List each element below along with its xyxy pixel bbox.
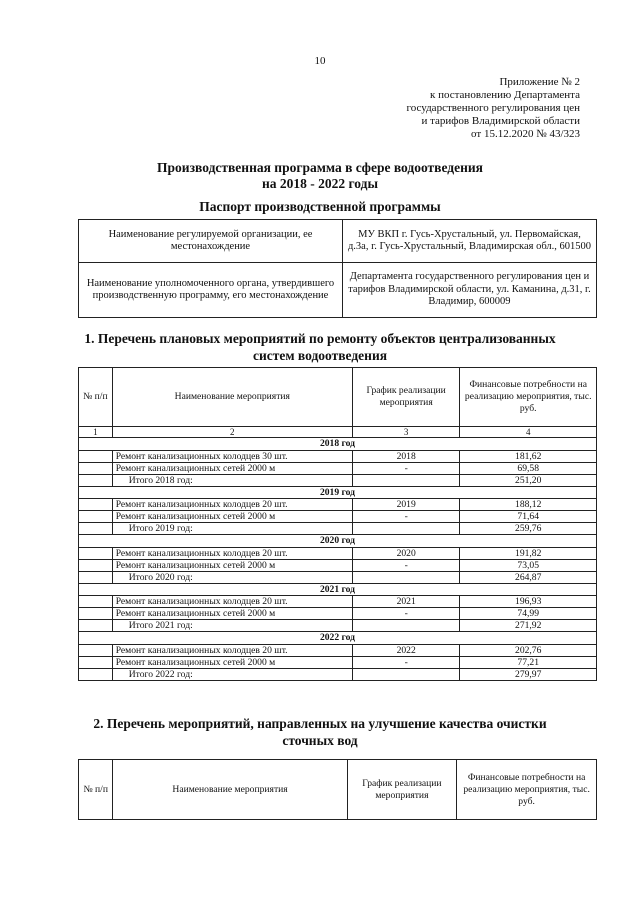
table-row	[79, 644, 597, 656]
year-row	[79, 438, 597, 451]
total-row	[79, 668, 597, 680]
section2-title-line: сточных вод	[282, 733, 358, 748]
table-row	[79, 608, 597, 620]
total-label: Итого 2020 год:	[112, 571, 352, 583]
table-row	[79, 499, 597, 511]
total-amount: 279,97	[460, 668, 597, 680]
cell-schedule: -	[352, 656, 460, 668]
year-row	[79, 535, 597, 548]
section1-title-line: систем водоотведения	[252, 348, 388, 363]
cell-name: Ремонт канализационных колодцев 30 шт.	[112, 450, 352, 462]
column-number: 3	[352, 427, 460, 438]
header-name: Наименование мероприятия	[112, 368, 352, 427]
cell-no	[79, 596, 113, 608]
annex-line: от 15.12.2020 № 43/323	[471, 128, 580, 140]
cell-amount: 202,76	[460, 644, 597, 656]
passport-row	[79, 220, 597, 263]
cell-schedule: -	[352, 608, 460, 620]
cell-amount: 188,12	[460, 499, 597, 511]
header-schedule: График реализации мероприятия	[347, 760, 457, 820]
cell-no	[79, 450, 113, 462]
cell-name: Ремонт канализационных сетей 2000 м	[112, 511, 352, 523]
cell-name: Ремонт канализационных сетей 2000 м	[112, 462, 352, 474]
annex-line: и тарифов Владимирской области	[421, 115, 580, 127]
cell-amount: 71,64	[460, 511, 597, 523]
cell-schedule	[352, 620, 460, 632]
cell-name: Ремонт канализационных колодцев 20 шт.	[112, 499, 352, 511]
cell-schedule	[352, 474, 460, 486]
table-row	[79, 511, 597, 523]
section1-title-line: 1. Перечень плановых мероприятий по ремонту объектов централизованных	[84, 331, 556, 346]
total-label: Итого 2022 год:	[112, 668, 352, 680]
table-row	[79, 596, 597, 608]
year-row	[79, 583, 597, 596]
header-no: № п/п	[79, 760, 113, 820]
header-finance: Финансовые потребности на реализацию мероприятия, тыс. руб.	[460, 368, 597, 427]
column-number: 2	[112, 427, 352, 438]
header-name: Наименование мероприятия	[113, 760, 347, 820]
cell-name: Ремонт канализационных колодцев 20 шт.	[112, 644, 352, 656]
column-number: 4	[460, 427, 597, 438]
annex-line: Приложение № 2	[499, 76, 580, 88]
document-title	[0, 160, 640, 192]
passport-label: Наименование регулируемой организации, ее местонахождение	[79, 220, 343, 263]
cell-no	[79, 668, 113, 680]
cell-amount: 181,62	[460, 450, 597, 462]
passport-value: МУ ВКП г. Гусь-Хрустальный, ул. Первомайская, д.3а, г. Гусь-Хрустальный, Владимирская обл., 601500	[343, 220, 597, 263]
year-label: 2020 год	[79, 535, 597, 548]
cell-no	[79, 644, 113, 656]
annex-line: государственного регулирования цен	[406, 102, 580, 114]
cell-no	[79, 474, 113, 486]
table-header-row	[79, 760, 597, 820]
passport-table	[78, 219, 597, 318]
year-label: 2019 год	[79, 486, 597, 499]
annex-line: к постановлению Департамента	[429, 89, 580, 101]
total-row	[79, 620, 597, 632]
year-label: 2022 год	[79, 632, 597, 645]
cell-no	[79, 571, 113, 583]
cell-schedule: 2020	[352, 547, 460, 559]
cell-amount: 196,93	[460, 596, 597, 608]
cell-schedule: -	[352, 462, 460, 474]
passport-row	[79, 263, 597, 318]
annex-block	[360, 76, 580, 141]
repair-plan-table	[78, 367, 597, 681]
header-no: № п/п	[79, 368, 113, 427]
cell-schedule	[352, 523, 460, 535]
header-schedule: График реализации мероприятия	[352, 368, 460, 427]
year-row	[79, 486, 597, 499]
cell-no	[79, 559, 113, 571]
cell-name: Ремонт канализационных колодцев 20 шт.	[112, 596, 352, 608]
total-label: Итого 2021 год:	[112, 620, 352, 632]
year-label: 2021 год	[79, 583, 597, 596]
cell-no	[79, 620, 113, 632]
total-label: Итого 2018 год:	[112, 474, 352, 486]
cell-name: Ремонт канализационных сетей 2000 м	[112, 656, 352, 668]
cell-schedule	[352, 668, 460, 680]
cell-no	[79, 499, 113, 511]
total-amount: 251,20	[460, 474, 597, 486]
table-row	[79, 559, 597, 571]
cell-schedule: 2018	[352, 450, 460, 462]
passport-value: Департамента государственного регулирования цен и тарифов Владимирской области, ул. Каманина, д.31, г. Владимир, 600009	[343, 263, 597, 318]
cell-schedule	[352, 571, 460, 583]
cell-no	[79, 511, 113, 523]
table-row	[79, 547, 597, 559]
cell-schedule: 2021	[352, 596, 460, 608]
table-row	[79, 450, 597, 462]
cell-no	[79, 462, 113, 474]
cell-no	[79, 608, 113, 620]
cell-no	[79, 547, 113, 559]
total-row	[79, 523, 597, 535]
cell-schedule: -	[352, 559, 460, 571]
cell-amount: 77,21	[460, 656, 597, 668]
cell-amount: 191,82	[460, 547, 597, 559]
cell-name: Ремонт канализационных сетей 2000 м	[112, 559, 352, 571]
passport-label: Наименование уполномоченного органа, утвердившего производственную программу, его местонахождение	[79, 263, 343, 318]
cell-name: Ремонт канализационных сетей 2000 м	[112, 608, 352, 620]
column-number-row	[79, 427, 597, 438]
total-amount: 264,87	[460, 571, 597, 583]
cell-no	[79, 656, 113, 668]
header-finance: Финансовые потребности на реализацию мероприятия, тыс. руб.	[457, 760, 597, 820]
total-amount: 259,76	[460, 523, 597, 535]
quality-measures-table	[78, 759, 597, 820]
total-row	[79, 571, 597, 583]
passport-title: Паспорт производственной программы	[199, 199, 441, 214]
cell-amount: 73,05	[460, 559, 597, 571]
cell-schedule: 2019	[352, 499, 460, 511]
table-row	[79, 462, 597, 474]
year-row	[79, 632, 597, 645]
cell-schedule: 2022	[352, 644, 460, 656]
section2-title	[0, 715, 640, 749]
total-row	[79, 474, 597, 486]
cell-amount: 74,99	[460, 608, 597, 620]
table-header-row	[79, 368, 597, 427]
table-row	[79, 656, 597, 668]
document-title-line: на 2018 - 2022 годы	[261, 176, 379, 191]
page-number: 10	[314, 55, 326, 67]
total-label: Итого 2019 год:	[112, 523, 352, 535]
section2-title-line: 2. Перечень мероприятий, направленных на улучшение качества очистки	[93, 716, 547, 731]
cell-no	[79, 523, 113, 535]
document-title-line: Производственная программа в сфере водоотведения	[157, 160, 483, 175]
cell-amount: 69,58	[460, 462, 597, 474]
total-amount: 271,92	[460, 620, 597, 632]
cell-schedule: -	[352, 511, 460, 523]
section1-title	[0, 330, 640, 364]
column-number: 1	[79, 427, 113, 438]
cell-name: Ремонт канализационных колодцев 20 шт.	[112, 547, 352, 559]
year-label: 2018 год	[79, 438, 597, 451]
